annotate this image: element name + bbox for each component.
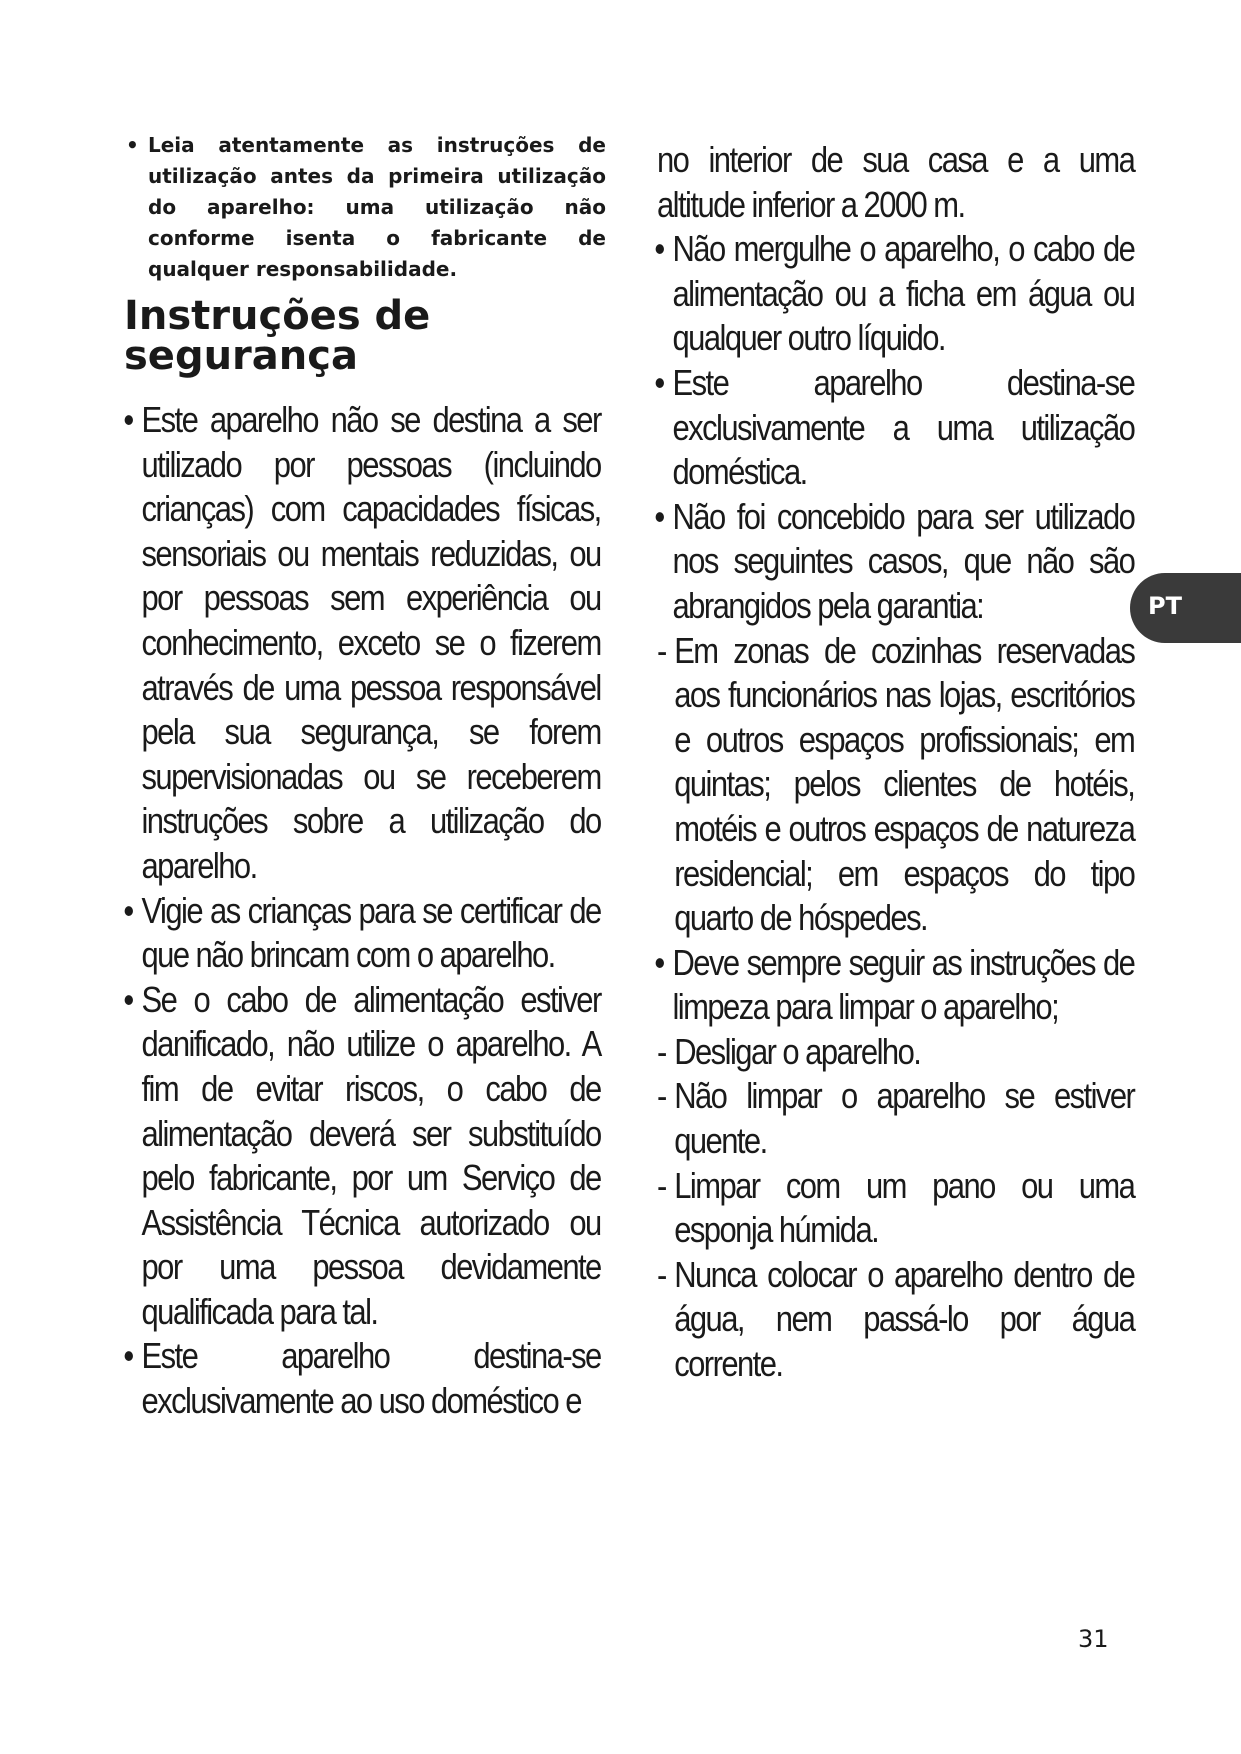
sub-list-item — [657, 1074, 1134, 1163]
section-heading: Instruções de segurança — [124, 293, 431, 379]
dash-mark: - — [657, 1075, 666, 1117]
sub-list-item — [657, 1030, 1134, 1075]
bullet-mark: • — [654, 361, 664, 403]
list-item-text: Não mergulhe o aparelho, o cabo de alimentação ou a ficha em água ou qualquer outro líquido. — [672, 228, 1135, 359]
continued-text: no interior de sua casa e a uma altitude inferior a 2000 m. — [657, 139, 1135, 225]
dash-mark: - — [657, 629, 666, 671]
dash-mark: - — [657, 1030, 666, 1072]
sub-list-item-text: Limpar com um pano ou uma esponja húmida. — [674, 1164, 1135, 1251]
dash-mark: - — [657, 1164, 666, 1206]
list-item — [654, 227, 1135, 361]
bullet-mark: • — [123, 889, 133, 931]
list-item-text: Não foi concebido para ser utilizado nos seguintes casos, que não são abrangidos pela garantia: — [672, 495, 1135, 626]
bullet-mark: • — [654, 495, 664, 537]
sub-list-item-text: Desligar o aparelho. — [674, 1030, 921, 1072]
sub-list-item — [657, 1164, 1134, 1253]
list-item — [654, 941, 1135, 1030]
list-item-text: Se o cabo de alimentação estiver danificado, não utilize o aparelho. A fim de evitar riscos, o cabo de alimentação deverá ser substituído pelo fabricante, por um Serviço de Assistência Técnica autorizado ou por uma pessoa devidamente qualificada para tal. — [141, 978, 601, 1332]
sub-list-item-text: Nunca colocar o aparelho dentro de água, nem passá-lo por água corrente. — [674, 1253, 1135, 1385]
sub-list-item-text: Em zonas de cozinhas reservadas aos funcionários nas lojas, escritórios e outros espaços profissionais; em quintas; pelos clientes de hotéis, motéis e outros espaços de natureza residencial; em espaços do tipo quarto de hóspedes. — [674, 629, 1135, 939]
list-item — [123, 978, 601, 1335]
language-tab — [1130, 573, 1241, 643]
dash-mark: - — [657, 1253, 666, 1295]
list-item-text: Este aparelho destina-se exclusivamente ao uso doméstico e — [141, 1335, 601, 1422]
list-item-text: Este aparelho destina-se exclusivamente a uma utilização doméstica. — [672, 361, 1135, 493]
list-item — [123, 398, 601, 889]
bullet-mark: • — [654, 941, 664, 983]
language-tab-label: PT — [1148, 592, 1182, 620]
sub-list-item-text: Não limpar o aparelho se estiver quente. — [674, 1075, 1135, 1162]
sub-list-item — [657, 1253, 1134, 1387]
left-column — [123, 398, 601, 1424]
intro-notice — [126, 130, 606, 285]
bullet-mark: • — [123, 399, 133, 440]
sub-list-item — [657, 629, 1134, 941]
intro-bullet: • Leia atentamente as instruções de utilização antes da primeira utilização do aparelho: uma utilização não conforme isenta o fabricante de qualquer responsabilidade. — [126, 130, 606, 285]
list-item — [654, 495, 1135, 629]
right-column — [654, 138, 1135, 1387]
bullet-mark: • — [123, 1335, 133, 1377]
list-item — [123, 1334, 601, 1423]
list-item-text: Deve sempre seguir as instruções de limpeza para limpar o aparelho; — [672, 941, 1135, 1028]
bullet-mark: • — [654, 228, 664, 270]
list-item — [123, 889, 601, 978]
bullet-mark: • — [123, 978, 133, 1020]
page-number: 31 — [1078, 1625, 1109, 1653]
list-item-text: Vigie as crianças para se certificar de que não brincam com o aparelho. — [141, 889, 601, 976]
list-item-text: Este aparelho não se destina a ser utilizado por pessoas (incluindo crianças) com capacidades físicas, sensoriais ou mentais reduzidas, ou por pessoas sem experiência ou conhecimento, exceto se o fizerem através de uma pessoa responsável pela sua segurança, se forem supervisionadas ou se receberem instruções sobre a utilização do aparelho. — [141, 399, 601, 886]
list-item — [654, 361, 1135, 495]
